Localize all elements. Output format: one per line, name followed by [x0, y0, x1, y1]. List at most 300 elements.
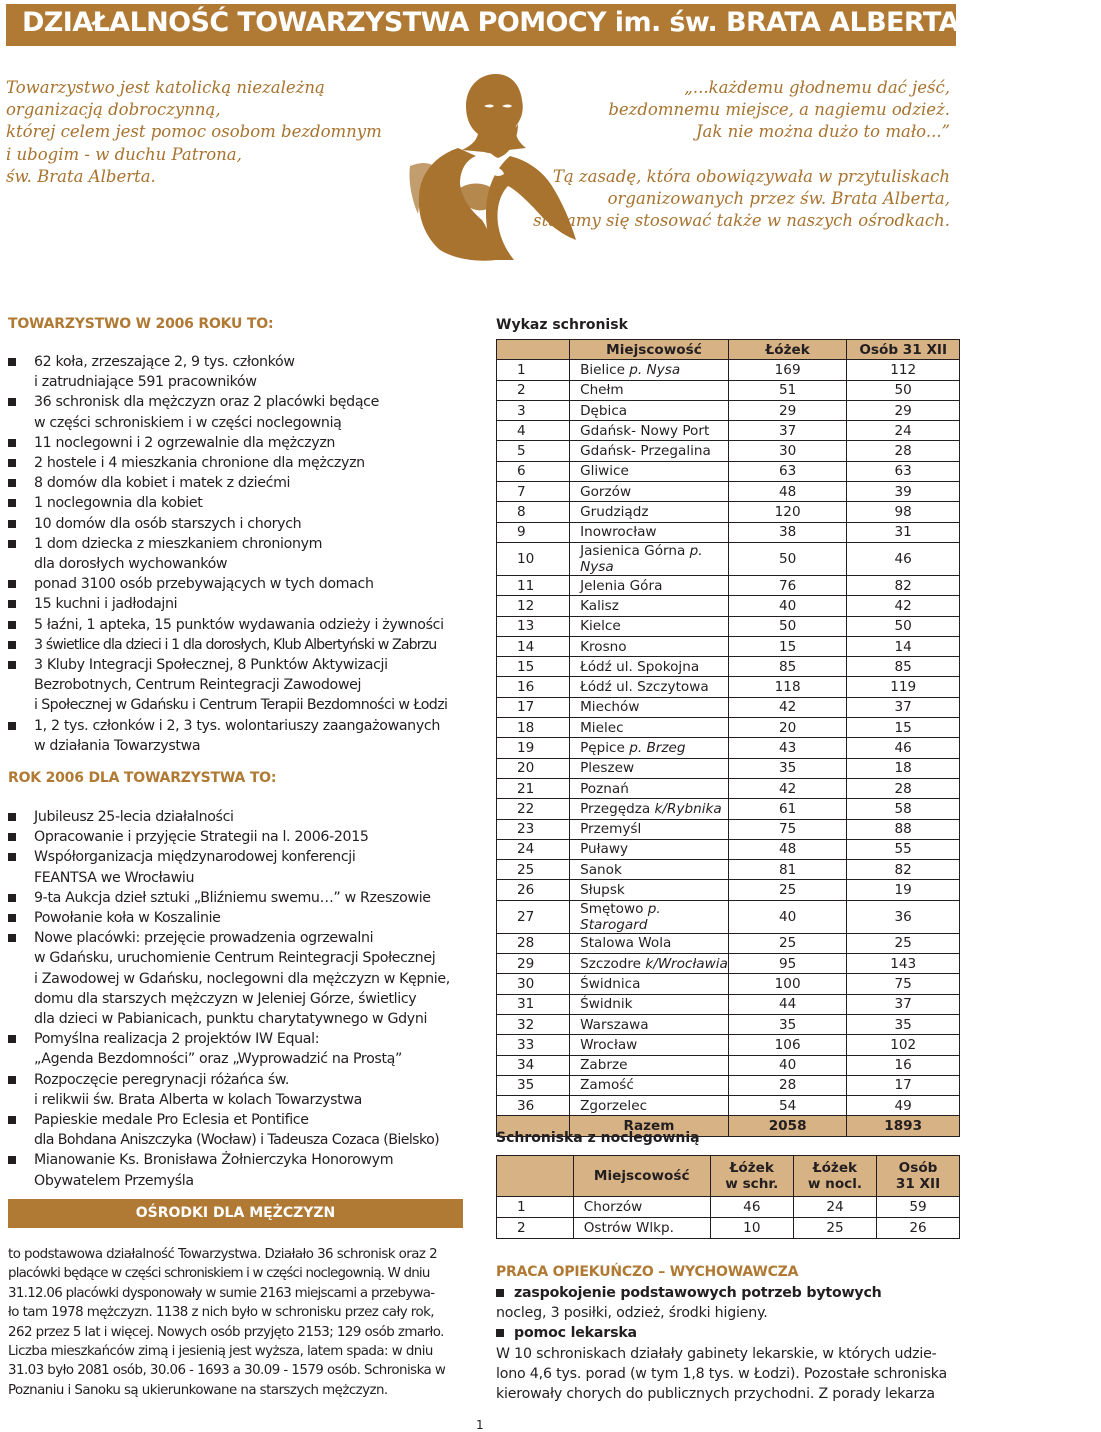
care-item-text: nocleg, 3 posiłki, odzież, środki higieny. — [496, 1305, 768, 1322]
intro-line: św. Brata Alberta. — [6, 166, 156, 186]
cell-no: 17 — [497, 697, 570, 717]
table-row — [497, 400, 960, 420]
table-row — [497, 421, 960, 441]
list-item-text: Mianowanie Ks. Bronisława Żołnierczyka Honorowym — [34, 1152, 394, 1169]
cell-beds-shelter: 10 — [710, 1218, 793, 1239]
list-item-text: 62 koła, zrzeszające 2, 9 tys. członków — [34, 354, 295, 370]
cell-place-name: Jelenia Góra — [580, 577, 663, 594]
cell-place-name: Pępice — [580, 739, 630, 756]
cell-persons: 119 — [847, 677, 960, 697]
cell-persons: 82 — [847, 575, 960, 595]
cell-place-note: p. Brzeg — [629, 739, 686, 756]
cell-no: 24 — [497, 839, 570, 859]
table-row — [497, 522, 960, 542]
total-cell-beds: 2058 — [728, 1116, 847, 1136]
cell-place — [570, 819, 729, 839]
cell-no: 11 — [497, 575, 570, 595]
cell-no: 31 — [497, 994, 570, 1014]
cell-place-name: Grudziądz — [580, 504, 649, 521]
list-item-text: 11 noclegowni i 2 ogrzewalnie dla mężczyzn — [34, 434, 336, 451]
cell-place-name: Gdańsk- Przegalina — [580, 443, 711, 460]
cell-no: 15 — [497, 657, 570, 677]
cell-place — [570, 839, 729, 859]
cell-persons: 28 — [847, 441, 960, 461]
cell-persons: 25 — [847, 933, 960, 953]
intro-text — [6, 77, 382, 188]
cell-persons: 50 — [847, 616, 960, 636]
cell-beds: 42 — [728, 697, 847, 717]
table-row — [497, 819, 960, 839]
cell-place-name: Krosno — [580, 638, 627, 655]
motto-note-line: Tą zasadę, która obowiązywała w przytuliskach — [552, 166, 950, 186]
list-item-text: Rozpoczęcie peregrynacji różańca św. — [34, 1071, 290, 1088]
motto-quote-line: Jak nie można dużo to mało...” — [695, 122, 950, 142]
cell-place-name: Jasienica Górna — [580, 542, 690, 559]
society-heading: TOWARZYSTWO W 2006 ROKU TO: — [8, 316, 274, 332]
cell-persons: 82 — [847, 860, 960, 880]
cell-place-name: Gdańsk- Nowy Port — [580, 422, 710, 439]
motto-spacer — [430, 144, 950, 166]
cell-no: 25 — [497, 860, 570, 880]
cell-beds: 37 — [728, 421, 847, 441]
list-item-text: FEANTSA we Wrocławiu — [34, 869, 195, 886]
cell-place — [570, 1035, 729, 1055]
cell-persons: 55 — [847, 839, 960, 859]
total-cell-persons: 1893 — [847, 1116, 960, 1136]
cell-beds: 29 — [728, 400, 847, 420]
cell-no: 13 — [497, 616, 570, 636]
cell-no: 9 — [497, 522, 570, 542]
cell-beds: 85 — [728, 657, 847, 677]
list-item — [8, 827, 478, 847]
list-item — [8, 908, 478, 928]
cell-place-name: Łódź ul. Spokojna — [580, 658, 700, 675]
list-item-text: Współorganizacja międzynarodowej konferencji — [34, 849, 356, 866]
list-item-text: domu dla starszych mężczyzn w Jeleniej Górze, świetlicy — [34, 990, 417, 1007]
cell-persons: 39 — [847, 482, 960, 502]
square-bullet-icon — [8, 358, 16, 366]
cell-place-name: Sanok — [580, 861, 622, 878]
cell-persons: 58 — [847, 799, 960, 819]
cell-beds: 28 — [728, 1075, 847, 1095]
intro-line: i ubogim - w duchu Patrona, — [6, 144, 242, 164]
list-item — [8, 807, 478, 827]
table-row — [497, 994, 960, 1014]
cell-beds: 48 — [728, 482, 847, 502]
cell-no: 29 — [497, 954, 570, 974]
cell-beds: 35 — [728, 1014, 847, 1034]
cell-no: 3 — [497, 400, 570, 420]
cell-persons: 18 — [847, 758, 960, 778]
motto-note-line: staramy się stosować także w naszych ośrodkach. — [533, 211, 950, 231]
cell-place — [570, 954, 729, 974]
cell-place-name: Łódź ul. Szczytowa — [580, 679, 709, 696]
list-item — [8, 847, 478, 887]
cell-place-name: Wrocław — [580, 1036, 638, 1053]
list-item-text: w części schroniskiem i w części noclegownią — [34, 414, 342, 431]
cell-place-name: Kielce — [580, 618, 621, 635]
list-item-text: 3 świetlice dla dzieci i 1 dla dorosłych, Klub Albertyński w Zabrzu — [34, 636, 437, 653]
list-item-text: 9-ta Aukcja dzieł sztuki „Bliźniemu swemu…” w Rzeszowie — [34, 889, 431, 906]
cell-place — [570, 974, 729, 994]
cell-beds: 44 — [728, 994, 847, 1014]
cell-place — [570, 502, 729, 522]
cell-beds: 120 — [728, 502, 847, 522]
paragraph-line: to podstawowa działalność Towarzystwa. Działało 36 schronisk oraz 2 — [8, 1247, 438, 1262]
header-cell-beds: Łóżek — [728, 340, 847, 360]
cell-no: 6 — [497, 461, 570, 481]
intro-line: której celem jest pomoc osobom bezdomnym — [6, 122, 382, 142]
list-item-text: i relikwii św. Brata Alberta w kolach Towarzystwa — [34, 1091, 362, 1108]
cell-persons: 16 — [847, 1055, 960, 1075]
cell-no: 33 — [497, 1035, 570, 1055]
cell-beds-shelter: 46 — [710, 1197, 793, 1218]
cell-persons: 63 — [847, 461, 960, 481]
cell-place — [570, 482, 729, 502]
table-row — [497, 542, 960, 575]
cell-place-name: Dębica — [580, 402, 628, 419]
cell-persons: 28 — [847, 778, 960, 798]
care-section — [496, 1283, 956, 1404]
cell-no: 4 — [497, 421, 570, 441]
cell-place-name: Gliwice — [580, 463, 629, 480]
care-item-title-text: pomoc lekarska — [514, 1325, 637, 1342]
cell-persons: 19 — [847, 880, 960, 900]
square-bullet-icon — [8, 934, 16, 942]
list-item — [8, 928, 478, 1029]
cell-place-note: k/Wrocławia — [645, 955, 728, 972]
cell-no: 8 — [497, 502, 570, 522]
square-bullet-icon — [8, 641, 16, 649]
square-bullet-icon — [8, 540, 16, 548]
cell-beds: 40 — [728, 596, 847, 616]
cell-place — [570, 522, 729, 542]
list-item-text: Papieskie medale Pro Eclesia et Pontifice — [34, 1112, 309, 1129]
cell-place — [570, 542, 729, 575]
cell-place — [570, 657, 729, 677]
cell-beds: 75 — [728, 819, 847, 839]
list-item-text: 36 schronisk dla mężczyzn oraz 2 placówki będące — [34, 394, 379, 411]
paragraph-line: ło tam 1978 mężczyzn. 1138 z nich było w schronisku przez cały rok, — [8, 1305, 434, 1321]
society-bullet-list — [8, 352, 478, 756]
square-bullet-icon — [8, 661, 16, 669]
table-row — [497, 441, 960, 461]
cell-place-name: Smętowo — [580, 900, 648, 917]
table-row — [497, 677, 960, 697]
cell-place — [570, 900, 729, 933]
cell-no: 2 — [497, 1218, 574, 1239]
list-item — [8, 574, 478, 594]
cell-place — [570, 860, 729, 880]
square-bullet-icon — [8, 853, 16, 861]
paragraph-line: 262 przez 5 lat i więcej. Nowych osób przyjęto 2153; 129 osób zmarło. — [8, 1324, 444, 1340]
cell-place — [570, 1055, 729, 1075]
table-header-row — [497, 1156, 960, 1197]
square-bullet-icon — [8, 722, 16, 730]
table-row — [497, 502, 960, 522]
header-cell-place: Miejscowość — [573, 1156, 710, 1197]
cell-place — [570, 616, 729, 636]
cell-beds: 169 — [728, 360, 847, 380]
cell-beds: 25 — [728, 933, 847, 953]
cell-no: 23 — [497, 819, 570, 839]
cell-place-name: Zabrze — [580, 1057, 628, 1074]
shelters-table-body — [497, 360, 960, 1116]
intro-line: organizacją dobroczynną, — [6, 100, 221, 120]
square-bullet-icon — [8, 398, 16, 406]
cell-beds: 43 — [728, 738, 847, 758]
list-item — [8, 1070, 478, 1110]
cell-beds: 76 — [728, 575, 847, 595]
cell-place — [570, 360, 729, 380]
table-row — [497, 697, 960, 717]
cell-beds: 63 — [728, 461, 847, 481]
cell-place — [570, 1096, 729, 1116]
care-item-title — [496, 1323, 956, 1343]
cell-no: 34 — [497, 1055, 570, 1075]
table-row — [497, 758, 960, 778]
cell-place — [570, 400, 729, 420]
care-item-text: W 10 schroniskach działały gabinety lekarskie, w których udzie- — [496, 1345, 937, 1362]
cell-no: 26 — [497, 880, 570, 900]
men-centres-banner — [8, 1199, 463, 1228]
list-item — [8, 635, 478, 655]
motto-text — [430, 77, 950, 232]
cell-no: 30 — [497, 974, 570, 994]
cell-place: Chorzów — [573, 1197, 710, 1218]
cell-place-name: Gorzów — [580, 483, 632, 500]
cell-place — [570, 461, 729, 481]
cell-place — [570, 738, 729, 758]
header-cell-persons — [877, 1156, 960, 1197]
list-item-text: 5 łaźni, 1 apteka, 15 punktów wydawania odzieży i żywności — [34, 616, 444, 633]
list-item-text: dla Bohdana Aniszczyka (Wocław) i Tadeusza Cozaca (Bielsko) — [34, 1132, 440, 1149]
table-row — [497, 616, 960, 636]
cell-place-name: Przegędza — [580, 800, 655, 817]
square-bullet-icon — [496, 1329, 504, 1337]
cell-persons: 143 — [847, 954, 960, 974]
cell-persons: 26 — [877, 1218, 960, 1239]
table-row — [497, 1075, 960, 1095]
care-item-text: kierowały chorych do publicznych przychodni. Z porady lekarza — [496, 1386, 935, 1403]
list-item-text: dla dorosłych wychowanków — [34, 556, 228, 573]
list-item-text: Jubileusz 25-lecia działalności — [34, 809, 234, 825]
cell-place-name: Szczodre — [580, 955, 646, 972]
paragraph-line: placówki będące w części schroniskiem i w części noclegownią. W dniu — [8, 1266, 430, 1282]
cell-beds: 20 — [728, 718, 847, 738]
men-centres-heading: OŚRODKI DLA MĘŻCZYZN — [135, 1205, 336, 1221]
cell-place — [570, 677, 729, 697]
list-item — [8, 615, 478, 635]
square-bullet-icon — [8, 833, 16, 841]
list-item — [8, 453, 478, 473]
list-item-text: i Zawodowej w Gdańsku, noclegowni dla mężczyzn w Kępnie, — [34, 970, 450, 987]
cell-no: 1 — [497, 360, 570, 380]
cell-persons: 46 — [847, 542, 960, 575]
list-item — [8, 493, 478, 513]
cell-persons: 24 — [847, 421, 960, 441]
list-item-text: 1, 2 tys. członków i 2, 3 tys. wolontariuszy zaangażowanych — [34, 717, 440, 734]
list-item — [8, 392, 478, 432]
cell-beds: 50 — [728, 616, 847, 636]
square-bullet-icon — [8, 580, 16, 588]
list-item — [8, 1110, 478, 1150]
square-bullet-icon — [8, 621, 16, 629]
square-bullet-icon — [8, 439, 16, 447]
cell-place — [570, 1014, 729, 1034]
care-item-title — [496, 1283, 956, 1303]
paragraph-line: Liczba mieszkańców zimą i jesienią jest wyższa, latem spada: w dniu — [8, 1344, 433, 1360]
cell-place — [570, 933, 729, 953]
cell-persons: 98 — [847, 502, 960, 522]
table-row — [497, 954, 960, 974]
cell-persons: 112 — [847, 360, 960, 380]
cell-persons: 102 — [847, 1035, 960, 1055]
cell-beds: 48 — [728, 839, 847, 859]
cell-place-note: p. Nysa — [629, 361, 681, 378]
list-item-text: Bezrobotnych, Centrum Reintegracji Zawodowej — [34, 677, 362, 694]
cell-persons: 17 — [847, 1075, 960, 1095]
motto-note-line: organizowanych przez św. Brata Alberta, — [607, 188, 950, 208]
cell-place — [570, 778, 729, 798]
list-item — [8, 655, 478, 716]
cell-beds: 54 — [728, 1096, 847, 1116]
list-item — [8, 473, 478, 493]
cell-beds-overnight: 25 — [793, 1218, 876, 1239]
cell-place-note: p. Nysa — [580, 542, 703, 575]
list-item — [8, 534, 478, 574]
cell-place-name: Puławy — [580, 841, 629, 858]
cell-place — [570, 880, 729, 900]
header-cell-beds-shelter — [710, 1156, 793, 1197]
list-item-text: Nowe placówki: przejęcie prowadzenia ogrzewalni — [34, 930, 374, 947]
cell-place — [570, 441, 729, 461]
cell-place — [570, 636, 729, 656]
cell-place — [570, 758, 729, 778]
header-line: Łóżek — [729, 1160, 774, 1176]
cell-place-name: Bielice — [580, 361, 630, 378]
list-item — [8, 716, 478, 756]
square-bullet-icon — [8, 914, 16, 922]
cell-beds: 118 — [728, 677, 847, 697]
table-row — [497, 1218, 960, 1239]
list-item-text: w działania Towarzystwa — [34, 737, 201, 754]
list-item-text: 1 noclegownia dla kobiet — [34, 495, 203, 512]
cell-place-name: Stalowa Wola — [580, 935, 672, 952]
list-item — [8, 352, 478, 392]
table-row — [497, 880, 960, 900]
cell-place-name: Warszawa — [580, 1016, 649, 1033]
cell-no: 21 — [497, 778, 570, 798]
cell-beds: 15 — [728, 636, 847, 656]
cell-persons: 75 — [847, 974, 960, 994]
header-cell-persons: Osób 31 XII — [847, 340, 960, 360]
list-item-text: dla dzieci w Pabianicach, punktu charytatywnego w Gdyni — [34, 1011, 428, 1028]
list-item-text: 2 hostele i 4 mieszkania chronione dla mężczyzn — [34, 455, 365, 472]
table-row — [497, 1055, 960, 1075]
cell-place-name: Przemyśl — [580, 821, 642, 838]
men-centres-paragraph — [8, 1245, 468, 1400]
square-bullet-icon — [8, 1156, 16, 1164]
list-item-text: 8 domów dla kobiet i matek z dziećmi — [34, 475, 291, 492]
table-row — [497, 778, 960, 798]
table-row — [497, 839, 960, 859]
cell-place — [570, 799, 729, 819]
cell-persons: 31 — [847, 522, 960, 542]
cell-beds: 81 — [728, 860, 847, 880]
year-heading: ROK 2006 DLA TOWARZYSTWA TO: — [8, 770, 277, 786]
cell-place-name: Chełm — [580, 382, 624, 399]
header-cell-no — [497, 340, 570, 360]
square-bullet-icon — [496, 1289, 504, 1297]
cell-beds: 40 — [728, 900, 847, 933]
cell-place — [570, 718, 729, 738]
cell-place — [570, 421, 729, 441]
paragraph-line: 31.12.06 placówki dysponowały w sumie 2163 miejscami a przebywa- — [8, 1285, 435, 1301]
table-row — [497, 799, 960, 819]
cell-no: 12 — [497, 596, 570, 616]
list-item-text: i zatrudniające 591 pracowników — [34, 374, 257, 391]
cell-no: 1 — [497, 1197, 574, 1218]
list-item-text: „Agenda Bezdomności” oraz „Wyprowadzić na Prostą” — [34, 1051, 403, 1068]
cell-beds: 100 — [728, 974, 847, 994]
table-row — [497, 900, 960, 933]
cell-place-name: Świdnik — [580, 996, 633, 1013]
square-bullet-icon — [8, 1116, 16, 1124]
table-row — [497, 933, 960, 953]
list-item-text: 10 domów dla osób starszych i chorych — [34, 515, 302, 532]
list-item — [8, 594, 478, 614]
cell-place-note: p. Starogard — [580, 900, 661, 933]
table-row — [497, 1035, 960, 1055]
header-line: w schr. — [725, 1176, 779, 1192]
cell-no: 19 — [497, 738, 570, 758]
table-row — [497, 657, 960, 677]
cell-no: 28 — [497, 933, 570, 953]
list-item — [8, 514, 478, 534]
total-cell-label: Razem — [570, 1116, 729, 1136]
cell-place: Ostrów Wlkp. — [573, 1218, 710, 1239]
cell-beds: 50 — [728, 542, 847, 575]
overnight-table-label: Schroniska z noclegownią — [496, 1130, 700, 1146]
cell-place-name: Słupsk — [580, 882, 625, 899]
list-item-text: w Gdańsku, uruchomienie Centrum Reintegracji Społecznej — [34, 950, 436, 967]
cell-no: 20 — [497, 758, 570, 778]
cell-beds: 51 — [728, 380, 847, 400]
table-row — [497, 1197, 960, 1218]
cell-place — [570, 1075, 729, 1095]
table-row — [497, 461, 960, 481]
header-line: 31 XII — [895, 1176, 941, 1192]
cell-place-name: Zgorzelec — [580, 1097, 648, 1114]
list-item-text: 3 Kluby Integracji Społecznej, 8 Punktów Aktywizacji — [34, 657, 388, 674]
header-line: w nocl. — [807, 1176, 863, 1192]
list-item — [8, 433, 478, 453]
page-number: 1 — [476, 1418, 484, 1432]
cell-place-name: Kalisz — [580, 597, 619, 614]
cell-no: 7 — [497, 482, 570, 502]
square-bullet-icon — [8, 459, 16, 467]
square-bullet-icon — [8, 894, 16, 902]
cell-persons: 36 — [847, 900, 960, 933]
motto-quote-line: „...każdemu głodnemu dać jeść, — [684, 78, 950, 97]
list-item-text: Powołanie koła w Koszalinie — [34, 910, 221, 927]
cell-place-name: Mielec — [580, 719, 624, 736]
paragraph-line: 31.03 było 2081 osób, 30.06 - 1693 a 30.09 - 1579 osób. Schroniska w — [8, 1363, 446, 1379]
list-item-text: ponad 3100 osób przebywających w tych domach — [34, 576, 374, 593]
cell-no: 35 — [497, 1075, 570, 1095]
care-item-text: lono 4,6 tys. porad (w tym 1,8 tys. w Łodzi). Pozostałe schroniska — [496, 1365, 948, 1382]
